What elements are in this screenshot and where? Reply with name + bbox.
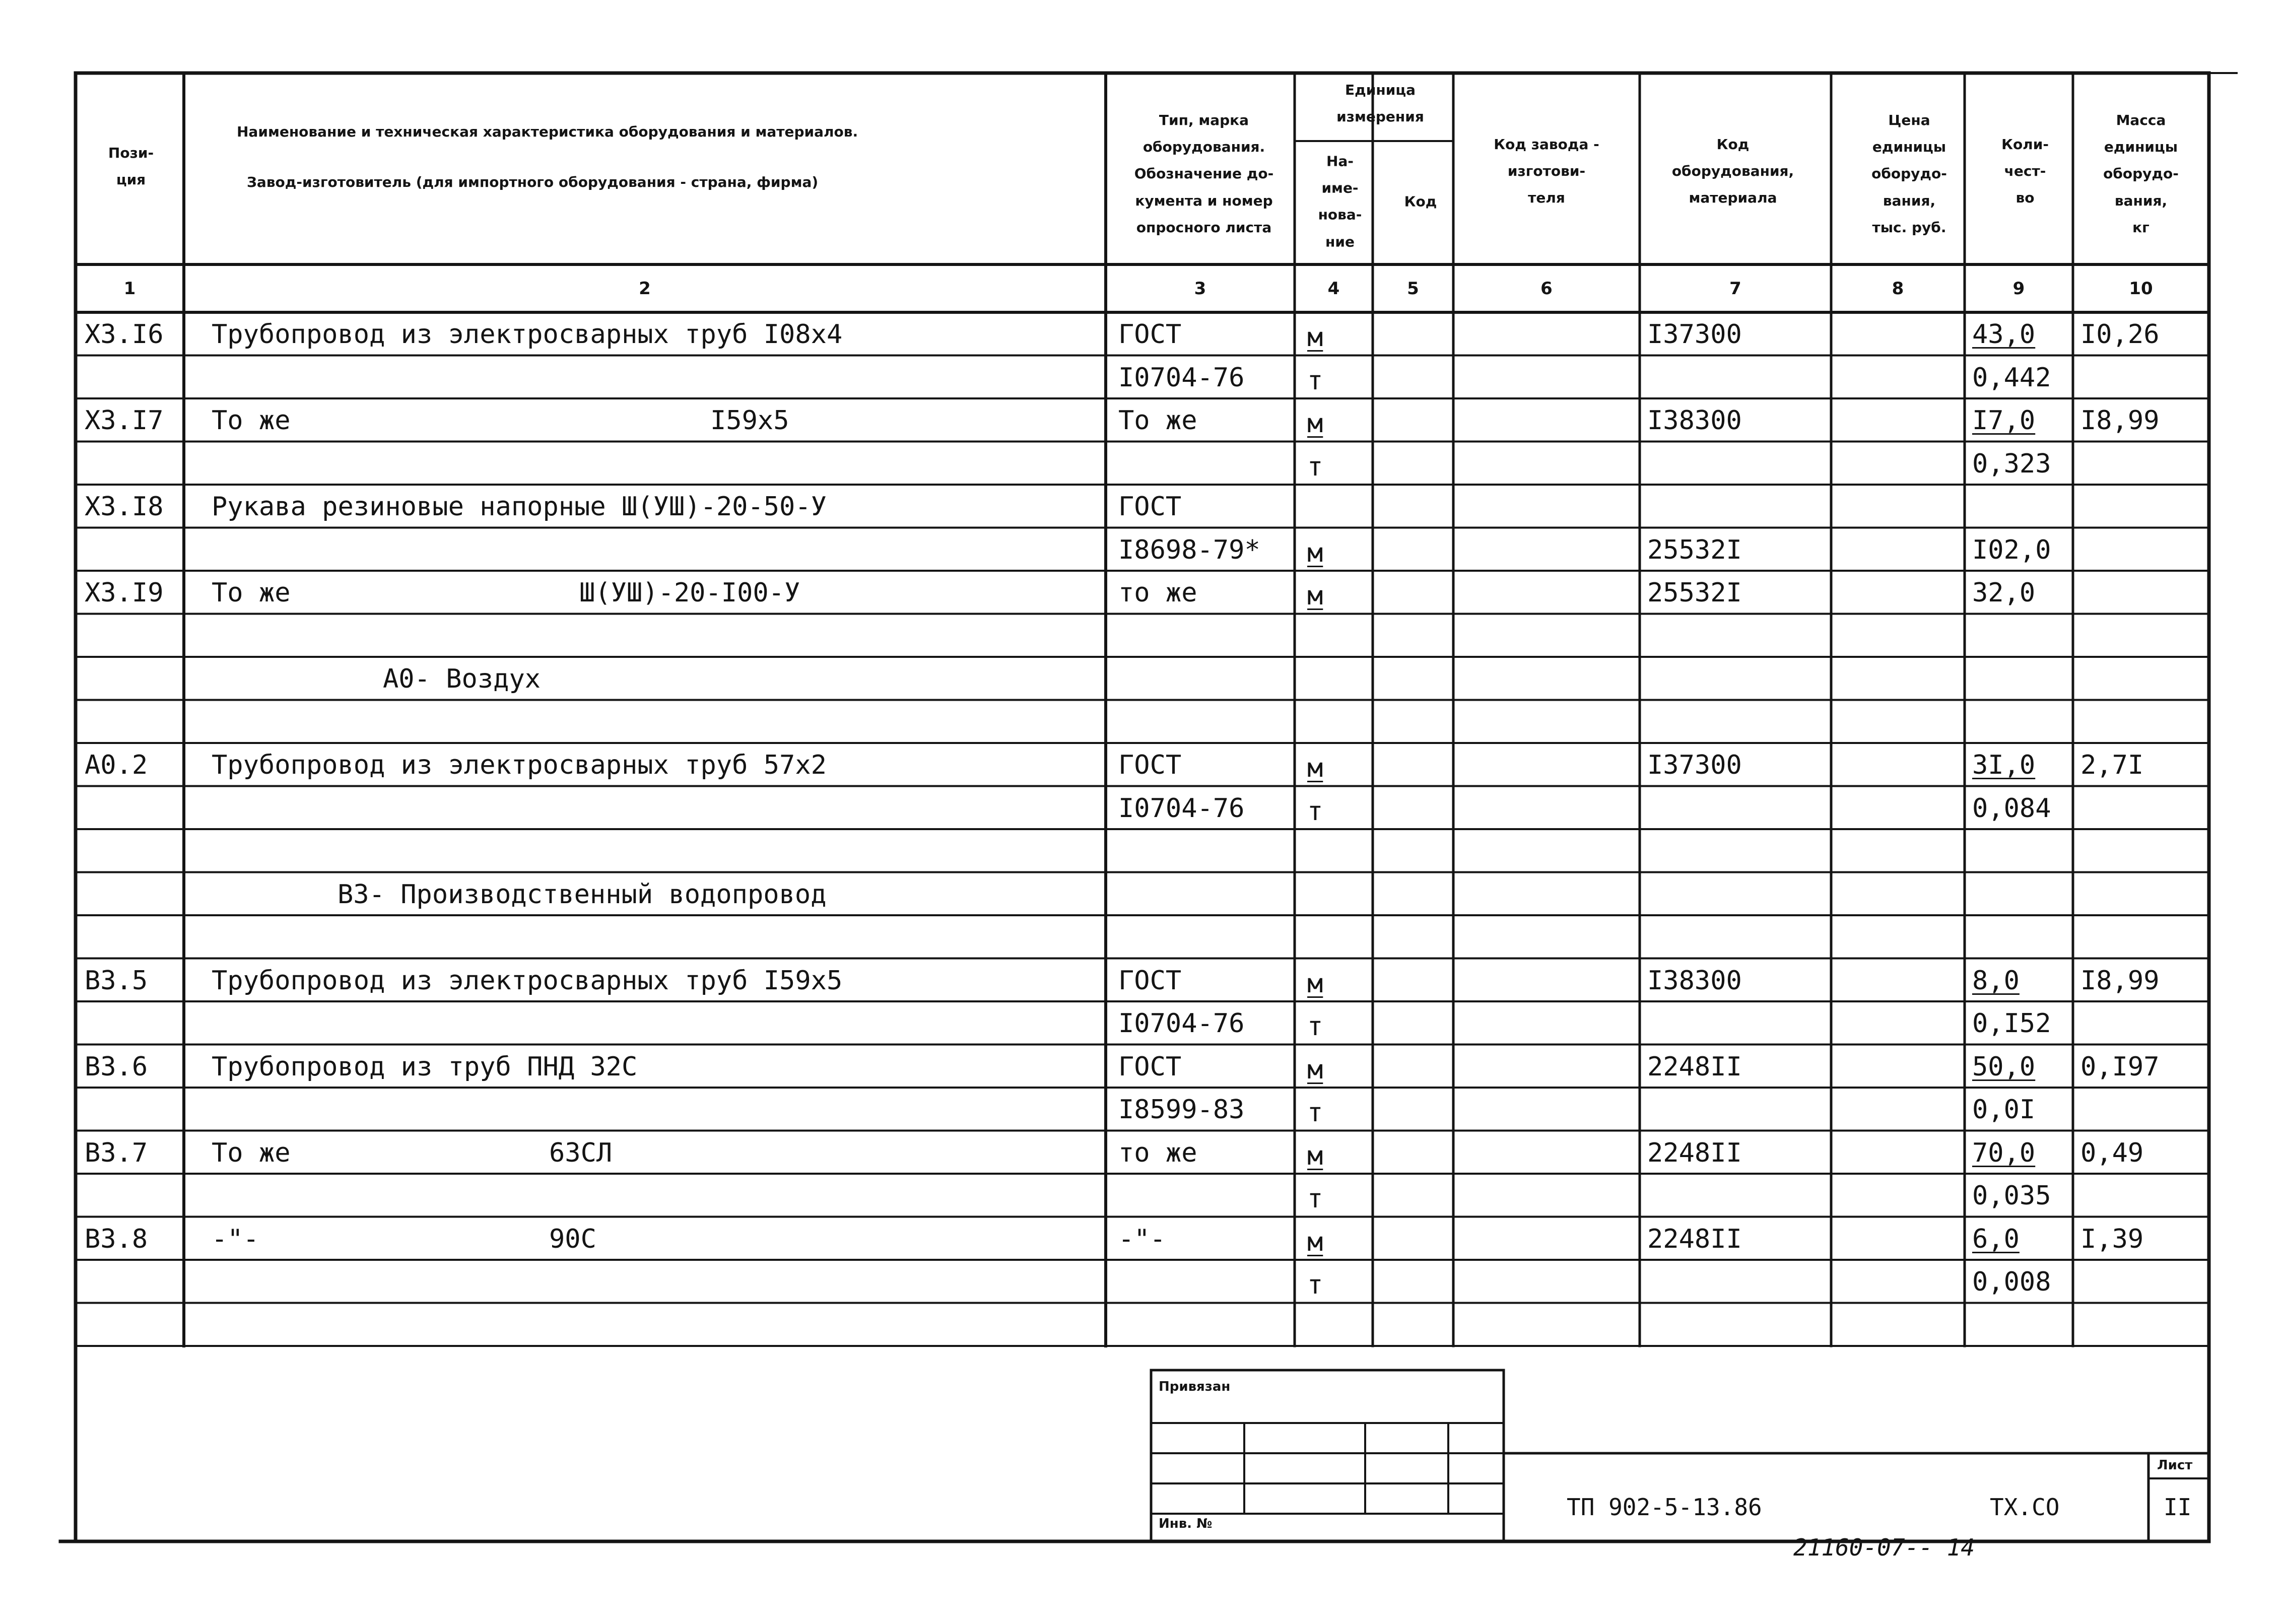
row-quantity: 0,008 bbox=[1972, 1267, 2051, 1297]
row-material-code: 2248II bbox=[1647, 1224, 1742, 1254]
column-number-3: 3 bbox=[1194, 278, 1206, 299]
column-number-9: 9 bbox=[2012, 278, 2025, 299]
row-material-code: I37300 bbox=[1647, 319, 1742, 350]
row-doc: ГОСТ bbox=[1118, 319, 1182, 350]
row-name: -"- bbox=[212, 1224, 259, 1254]
row-name: Рукава резиновые напорные Ш(УШ)-20-50-У bbox=[212, 492, 827, 522]
row-unit: т bbox=[1307, 1270, 1323, 1300]
row-unit: м bbox=[1307, 1054, 1323, 1085]
row-doc: то же bbox=[1118, 1137, 1197, 1168]
row-doc: I0704-76 bbox=[1118, 1008, 1245, 1039]
row-doc: ГОСТ bbox=[1118, 965, 1182, 996]
row-name: То же bbox=[212, 405, 291, 436]
row-name-size: I59x5 bbox=[710, 405, 789, 436]
row-doc: то же bbox=[1118, 578, 1197, 608]
row-unit: м bbox=[1307, 968, 1323, 999]
row-position: X3.I9 bbox=[85, 578, 164, 608]
header-price: Цена единицы оборудо- вания, тыс. руб. bbox=[1871, 112, 1947, 236]
stamp-doc-code: ТП 902-5-13.86 bbox=[1567, 1494, 1762, 1521]
row-material-code: I38300 bbox=[1647, 405, 1742, 436]
row-mass: 0,I97 bbox=[2080, 1051, 2160, 1082]
row-position: В3.6 bbox=[85, 1051, 148, 1082]
header-unit-name: На- име- нова- ние bbox=[1318, 153, 1362, 250]
header-position: Пози- ция bbox=[108, 144, 154, 188]
row-doc: I0704-76 bbox=[1118, 362, 1245, 393]
row-quantity: 70,0 bbox=[1972, 1137, 2036, 1168]
stamp-list-number: II bbox=[2164, 1494, 2192, 1521]
row-name: То же bbox=[212, 578, 291, 608]
header-maker-code: Код завода - изготови- теля bbox=[1494, 136, 1599, 207]
row-unit: м bbox=[1307, 409, 1323, 439]
row-position: В3.8 bbox=[85, 1224, 148, 1254]
row-position: X3.I8 bbox=[85, 492, 164, 522]
row-quantity: 8,0 bbox=[1972, 965, 2020, 996]
header-unit-code: Код bbox=[1404, 193, 1437, 210]
row-quantity: 0,0I bbox=[1972, 1095, 2036, 1125]
row-position: А0.2 bbox=[85, 750, 148, 780]
row-unit: т bbox=[1307, 796, 1323, 827]
row-doc: I8599-83 bbox=[1118, 1095, 1245, 1125]
row-unit: м bbox=[1307, 537, 1323, 568]
row-position: X3.I6 bbox=[85, 319, 164, 350]
header-type-doc: Тип, марка оборудования. Обозначение до- кумента и номер опросного листа bbox=[1134, 112, 1274, 236]
row-unit: м bbox=[1307, 1227, 1323, 1257]
row-name-size: 63СЛ bbox=[549, 1137, 613, 1168]
row-quantity: 6,0 bbox=[1972, 1224, 2020, 1254]
row-mass: 2,7I bbox=[2080, 750, 2144, 780]
header-equipment-code: Код оборудования, материала bbox=[1671, 136, 1794, 207]
row-material-code: 2248II bbox=[1647, 1051, 1742, 1082]
stamp-mark: ТХ.СО bbox=[1990, 1494, 2060, 1521]
row-quantity: 43,0 bbox=[1972, 319, 2036, 350]
row-doc: ГОСТ bbox=[1118, 1051, 1182, 1082]
row-material-code: 25532I bbox=[1647, 578, 1742, 608]
column-number-5: 5 bbox=[1407, 278, 1419, 299]
column-number-8: 8 bbox=[1892, 278, 1904, 299]
row-name-size: Ш(УШ)-20-I00-У bbox=[579, 578, 800, 608]
row-quantity: 0,323 bbox=[1972, 448, 2051, 479]
row-mass: I8,99 bbox=[2080, 965, 2160, 996]
row-quantity: 0,035 bbox=[1972, 1181, 2051, 1211]
row-material-code: I38300 bbox=[1647, 965, 1742, 996]
row-name: Трубопровод из электросварных труб I59x5 bbox=[212, 965, 843, 996]
row-name: Трубопровод из труб ПНД 32С bbox=[212, 1051, 638, 1082]
row-doc: То же bbox=[1118, 405, 1197, 436]
column-number-7: 7 bbox=[1729, 278, 1741, 299]
row-quantity: 0,I52 bbox=[1972, 1008, 2051, 1039]
stamp-inv-no: Инв. № bbox=[1159, 1516, 1213, 1531]
stamp-bottom-code: 21160-07-- 14 bbox=[1793, 1534, 1975, 1561]
header-unit-group: Единица измерения bbox=[1336, 81, 1424, 125]
row-position: X3.I7 bbox=[85, 405, 164, 436]
row-mass: I,39 bbox=[2080, 1224, 2144, 1254]
row-unit: м bbox=[1307, 581, 1323, 611]
row-unit: м bbox=[1307, 322, 1323, 353]
row-material-code: 2248II bbox=[1647, 1137, 1742, 1168]
row-doc: I0704-76 bbox=[1118, 793, 1245, 824]
section-title: А0- Воздух bbox=[383, 664, 541, 694]
row-unit: т bbox=[1307, 1011, 1323, 1042]
row-doc: -"- bbox=[1118, 1224, 1166, 1254]
header-quantity: Коли- чест- во bbox=[2001, 136, 2049, 207]
row-unit: т bbox=[1307, 1184, 1323, 1214]
row-name-size: 90С bbox=[549, 1224, 596, 1254]
header-name-line1: Наименование и техническая характеристика оборудования и материалов. bbox=[237, 123, 858, 140]
row-mass: I0,26 bbox=[2080, 319, 2160, 350]
row-material-code: 25532I bbox=[1647, 534, 1742, 565]
row-unit: т bbox=[1307, 451, 1323, 482]
row-position: В3.7 bbox=[85, 1137, 148, 1168]
row-unit: м bbox=[1307, 1140, 1323, 1171]
column-number-10: 10 bbox=[2129, 278, 2153, 299]
column-number-2: 2 bbox=[639, 278, 651, 299]
stamp-list-label: Лист bbox=[2157, 1458, 2193, 1473]
row-quantity: I7,0 bbox=[1972, 405, 2036, 436]
row-mass: 0,49 bbox=[2080, 1137, 2144, 1168]
row-quantity: 0,442 bbox=[1972, 362, 2051, 393]
column-number-1: 1 bbox=[123, 278, 136, 299]
column-number-6: 6 bbox=[1540, 278, 1553, 299]
header-mass: Масса единицы оборудо- вания, кг bbox=[2103, 112, 2179, 236]
row-mass: I8,99 bbox=[2080, 405, 2160, 436]
stamp-privyazan: Привязан bbox=[1159, 1379, 1231, 1394]
row-quantity: 0,084 bbox=[1972, 793, 2051, 824]
row-position: В3.5 bbox=[85, 965, 148, 996]
row-quantity: 3I,0 bbox=[1972, 750, 2036, 780]
row-unit: т bbox=[1307, 1098, 1323, 1128]
row-unit: т bbox=[1307, 365, 1323, 396]
row-name: То же bbox=[212, 1137, 291, 1168]
header-name-line2: Завод-изготовитель (для импортного оборудования - страна, фирма) bbox=[247, 174, 819, 190]
row-quantity: 32,0 bbox=[1972, 578, 2036, 608]
row-quantity: 50,0 bbox=[1972, 1051, 2036, 1082]
row-quantity: I02,0 bbox=[1972, 534, 2051, 565]
row-doc: ГОСТ bbox=[1118, 492, 1182, 522]
row-doc: I8698-79* bbox=[1118, 534, 1260, 565]
row-unit: м bbox=[1307, 753, 1323, 783]
section-title: В3- Производственный водопровод bbox=[338, 879, 827, 910]
row-material-code: I37300 bbox=[1647, 750, 1742, 780]
column-number-4: 4 bbox=[1327, 278, 1340, 299]
row-name: Трубопровод из электросварных труб I08x4 bbox=[212, 319, 843, 350]
row-doc: ГОСТ bbox=[1118, 750, 1182, 780]
row-name: Трубопровод из электросварных труб 57x2 bbox=[212, 750, 827, 780]
